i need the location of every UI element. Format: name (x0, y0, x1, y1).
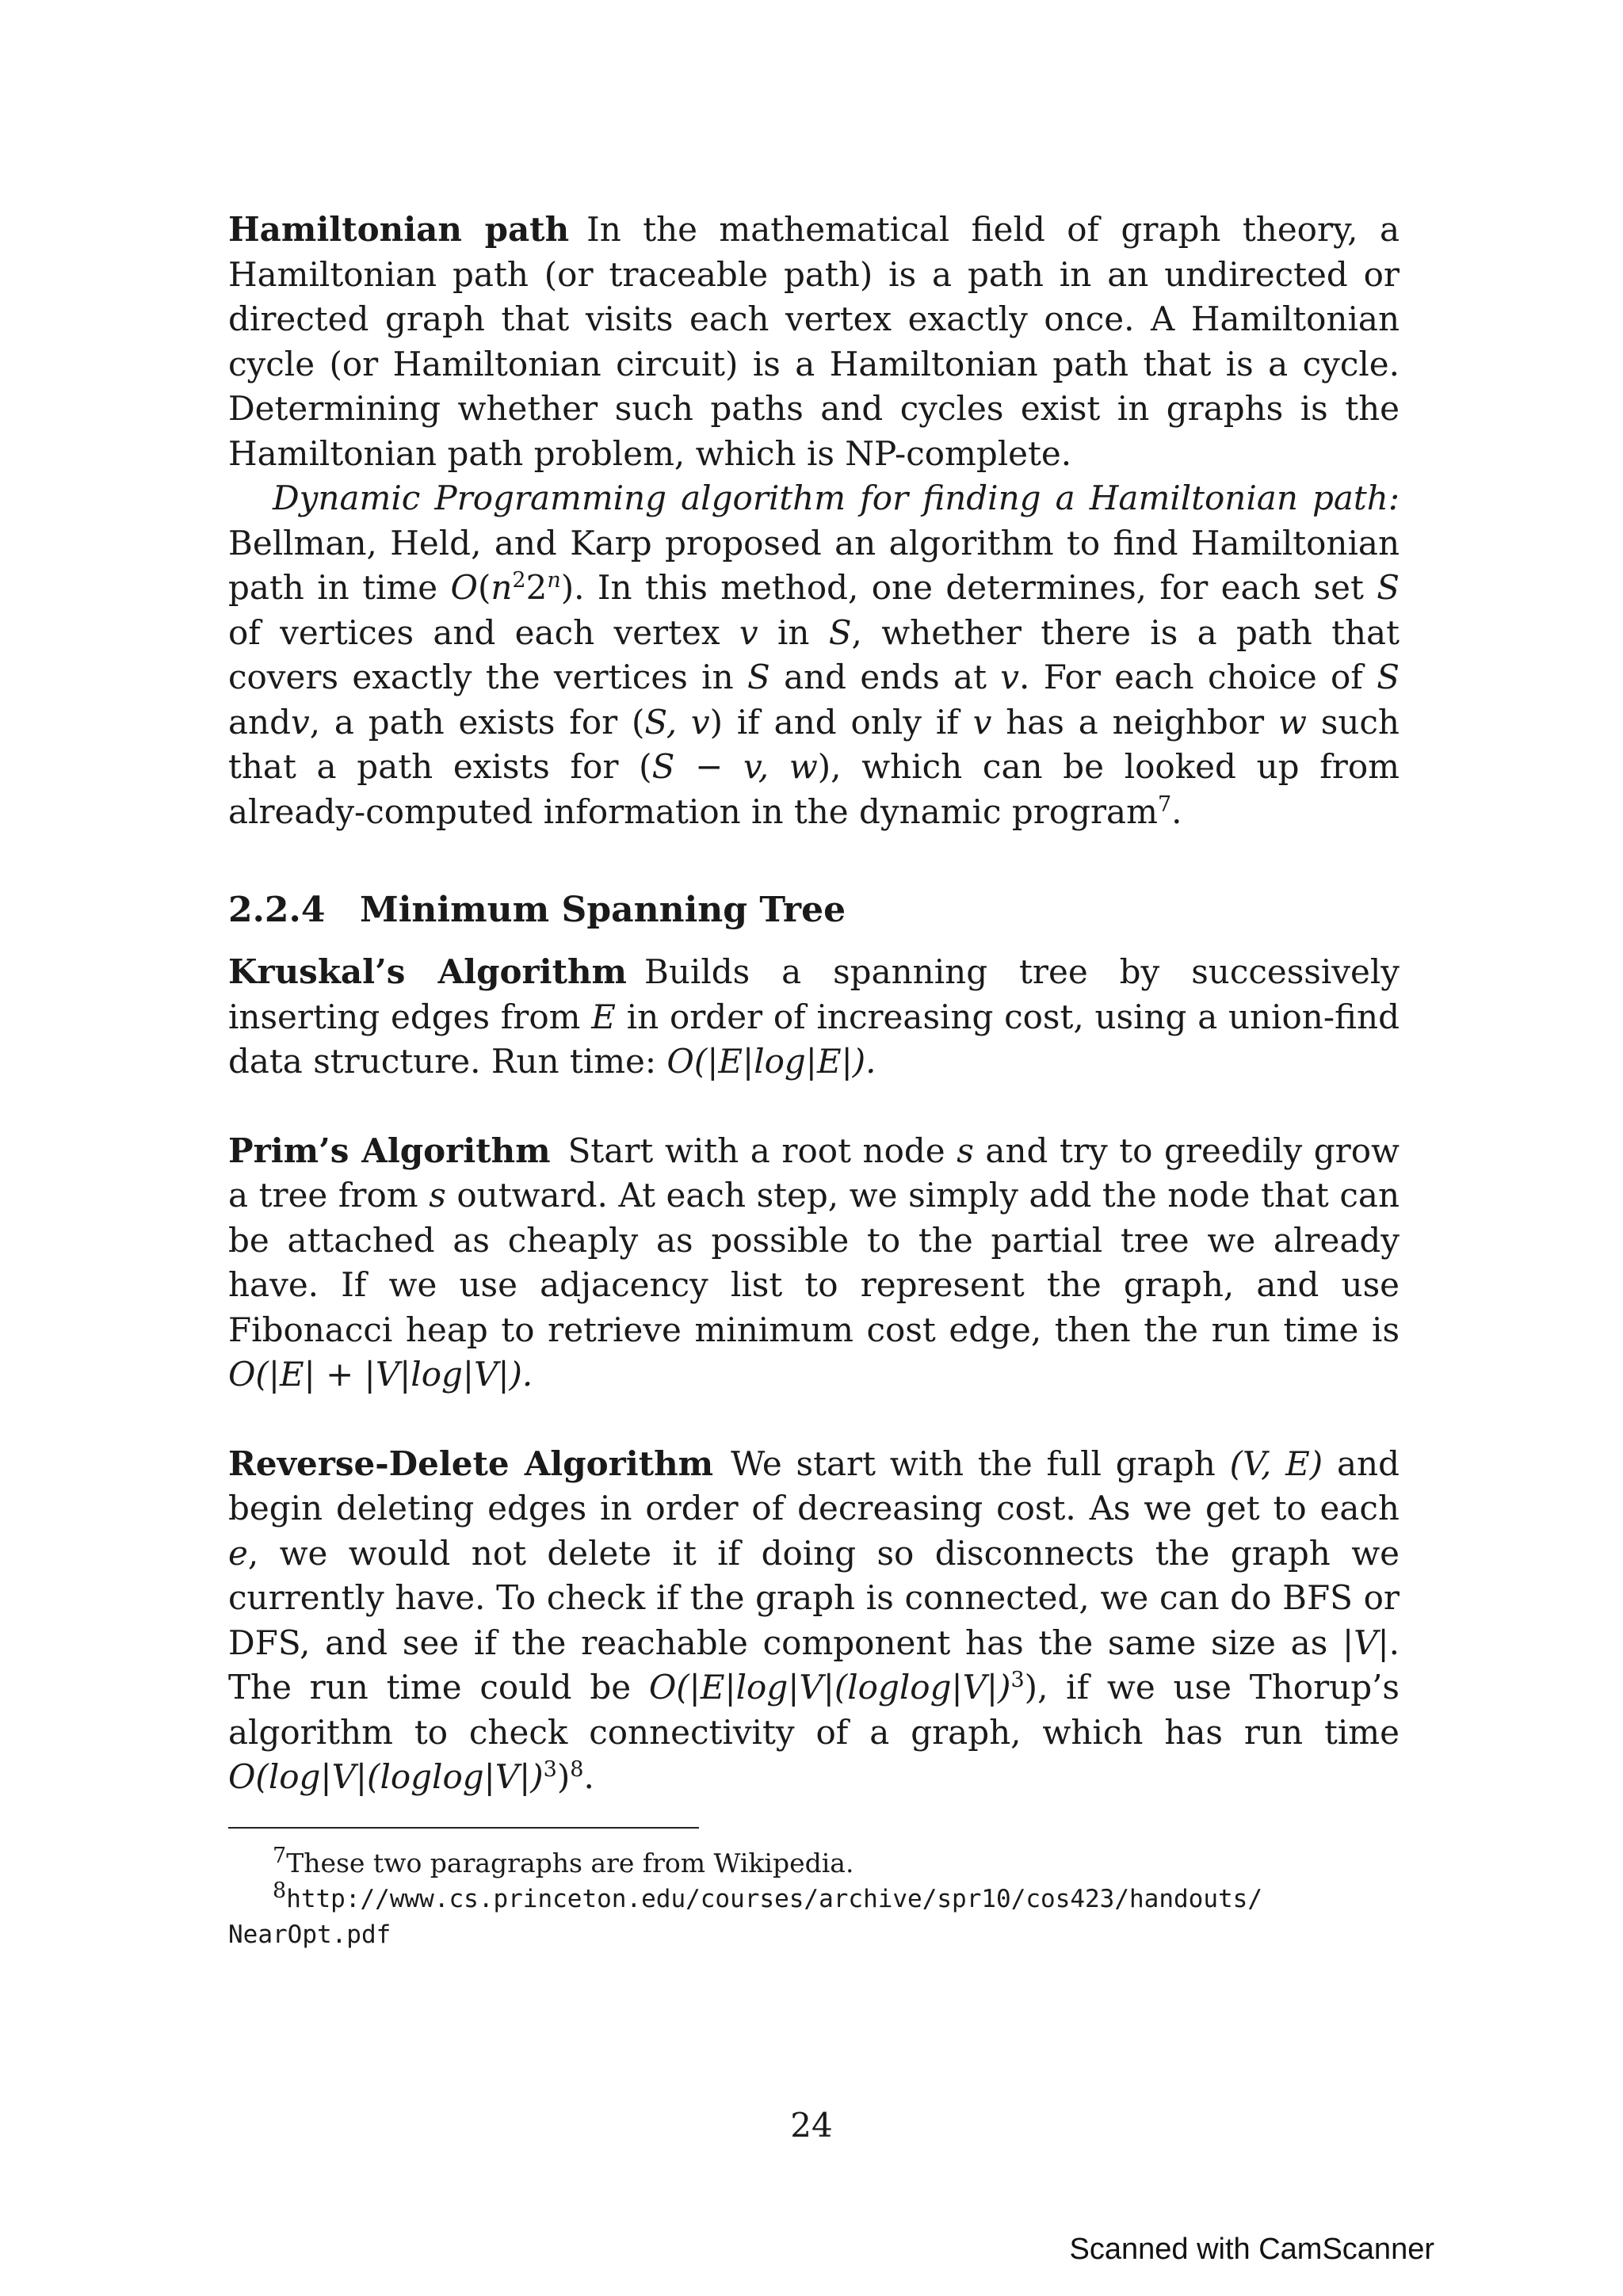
reverse-delete-paragraph (228, 1442, 1400, 1800)
rd-text: . (583, 1757, 594, 1796)
rd-text: . The run time could be (228, 1623, 1400, 1707)
math-E: E (591, 997, 616, 1036)
prim-text: and try to greedily grow a tree from (228, 1131, 1400, 1215)
footnote-mark: 8 (273, 1878, 287, 1903)
dp-text: ) if and only if (709, 702, 959, 742)
section-title: Minimum Spanning Tree (360, 890, 846, 930)
math-S: S (828, 612, 852, 652)
rd-runtime-1: O(|E|log|V|(loglog|V|) (648, 1668, 1011, 1707)
prim-text: Start with a root node (567, 1131, 945, 1170)
math-S: S (747, 658, 770, 696)
footnote-8 (228, 1878, 1400, 1952)
math-paren: ) (556, 1757, 571, 1796)
footnote-mark: 7 (273, 1843, 287, 1868)
dp-text: has a neighbor (1006, 702, 1265, 742)
dp-text: in (777, 612, 810, 652)
kruskal-heading: Kruskal’s Algorithm (228, 952, 627, 991)
math-n: n (491, 568, 513, 607)
prim-text: outward. At each step, we simply add the node that can be attached as cheaply as possible to the partial tree we already have. If we use adjacency list to represent the graph, and use Fibonacci heap to retrieve minimum cost edge, then the run time is (228, 1176, 1400, 1349)
math-S-minus-v-w: S − v, w (651, 747, 818, 786)
dp-text: such that a path exists for ( (228, 702, 1400, 786)
math-v: v (972, 702, 992, 742)
math-Sv: S, v (644, 702, 710, 742)
camscanner-watermark: Scanned with CamScanner (1069, 2233, 1434, 2266)
dp-text: of vertices and each vertex (228, 612, 720, 652)
kruskal-paragraph (228, 950, 1400, 1085)
dp-lead: Dynamic Programming algorithm for finding a Hamiltonian path: (273, 479, 1400, 517)
math-S: S (1377, 568, 1400, 607)
hamiltonian-paragraph (228, 208, 1400, 476)
math-O: O (450, 568, 478, 607)
math-v: v (739, 612, 758, 652)
dp-text: , a path exists for ( (309, 702, 645, 742)
math-exp: 3 (543, 1757, 557, 1782)
section-number: 2.2.4 (228, 890, 326, 930)
page-number: 24 (790, 2106, 833, 2145)
dp-text: and (228, 702, 291, 742)
math-exp: n (547, 568, 561, 593)
math-paren: ). (560, 568, 585, 607)
kruskal-text: Builds a spanning tree by successively inserting edges from (228, 952, 1400, 1036)
dp-text: Bellman, Held, and Karp proposed an algorithm to find Hamiltonian path in time (228, 523, 1400, 607)
footnote-url[interactable]: http://www.cs.princeton.edu/courses/archive/spr10/cos423/handouts/ (286, 1884, 1262, 1913)
dp-text: . (1171, 791, 1182, 831)
math-S: S (1377, 658, 1400, 696)
footnote-rule (228, 1827, 699, 1829)
dp-text: . For each choice of (1019, 658, 1363, 696)
math-paren: ( (477, 568, 491, 607)
rd-text: , we would not delete it if doing so disconnects the graph we currently have. To check if the graph is connected, we can do BFS or DFS, and see if the reachable component has the same size as (228, 1533, 1400, 1662)
dp-paragraph (228, 476, 1400, 834)
math-v: v (290, 702, 310, 742)
math-VE: (V, E) (1229, 1444, 1323, 1483)
math-s: s (429, 1176, 446, 1215)
prim-paragraph (228, 1129, 1400, 1398)
rd-text: and begin deleting edges in order of decreasing cost. As we get to each (228, 1444, 1400, 1527)
math-exp: 3 (1010, 1668, 1025, 1692)
math-v: v (1000, 658, 1020, 696)
kruskal-text: in order of increasing cost, using a union-find data structure. Run time: (228, 997, 1400, 1081)
footnote-ref-7: 7 (1157, 791, 1172, 817)
hamiltonian-heading: Hamiltonian path (228, 210, 570, 249)
footnote-ref-8: 8 (570, 1757, 584, 1782)
rd-text: , if we use Thorup’s algorithm to check connectivity of a graph, which has run time (228, 1668, 1400, 1752)
footnote-7 (228, 1843, 1400, 1881)
rd-text: We start with the full graph (731, 1444, 1216, 1483)
math-s: s (957, 1131, 974, 1170)
footnote-text: These two paragraphs are from Wikipedia. (286, 1847, 854, 1878)
dp-text: ), which can be looked up from already-computed information in the dynamic program (228, 747, 1400, 831)
section-heading (228, 887, 1400, 934)
rd-runtime-2: O(log|V|(loglog|V|) (228, 1757, 544, 1796)
math-absV: |V| (1342, 1623, 1389, 1662)
math-e: e (228, 1533, 248, 1573)
reverse-delete-heading: Reverse-Delete Algorithm (228, 1444, 714, 1483)
dp-text: In this method, one determines, for each set (597, 568, 1364, 607)
prim-runtime: O(|E| + |V|log|V|). (228, 1355, 533, 1394)
math-paren: ) (1024, 1668, 1038, 1707)
page-content (228, 208, 1400, 1952)
prim-heading: Prim’s Algorithm (228, 1131, 551, 1170)
dp-text: , whether there is a path that covers exactly the vertices in (228, 612, 1400, 696)
dp-text: and ends at (784, 658, 987, 696)
math-w: w (1277, 702, 1307, 742)
math-exp: 2 (512, 568, 526, 593)
footnote-url-continued[interactable]: NearOpt.pdf (228, 1920, 391, 1949)
hamiltonian-body: In the mathematical field of graph theory, a Hamiltonian path (or traceable path) is a path in an undirected or directed graph that visits each vertex exactly once. A Hamiltonian cycle (or Hamiltonian circuit) is a Hamiltonian path that is a cycle. Determining whether such paths and cycles exist in graphs is the Hamiltonian path problem, which is NP-complete. (228, 210, 1400, 473)
kruskal-runtime: O(|E|log|E|). (666, 1042, 876, 1081)
math-two: 2 (525, 568, 548, 607)
